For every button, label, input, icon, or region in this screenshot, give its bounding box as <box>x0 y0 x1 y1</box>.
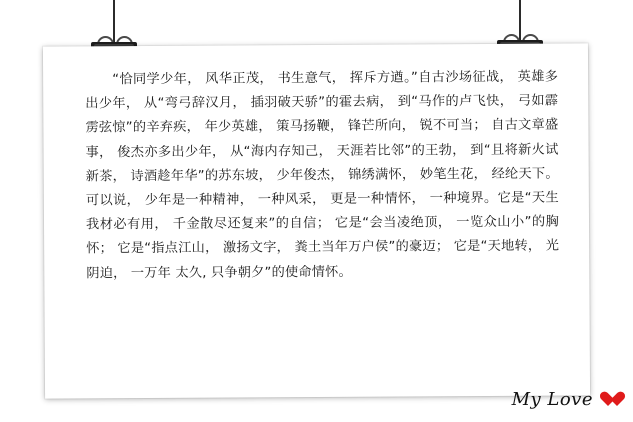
paper-content-area <box>85 66 563 389</box>
document-body-text: “恰同学少年， 风华正茂， 书生意气， 挥斥方遒。”自古沙场征战， 英雄多 出少年， 从“弯弓辞汉月， 插羽破天骄”的霍去病， 到“马作的卢飞快， 弓如霹 雳弦惊”的辛弃疾， 年少英雄， 策马扬鞭， 锋芒所向， 锐不可当； 自古文章盛事， 俊杰亦多出少年， 从“海内存知己， 天涯若比邻”的王勃， 到“且将新火试新茶， 诗酒趁年华”的苏东坡， 少年俊杰， 锦绣满怀， 妙笔生花， 经纶天下。可以说， 少年是一种精神， 一种风采， 更是一种情怀， 一种境界。它是“天生我材必有用， 千金散尽还复来”的自信； 它是“会当凌绝顶， 一览众山小”的胸怀； 它是“指点江山， 激扬文字， 粪土当年万户侯”的豪迈； 它是“天地转， 光阴迫， 一万年 太久, 只争朝夕”的使命情怀。 <box>85 69 563 282</box>
paper-sheet <box>43 43 590 398</box>
heart-icon <box>600 392 617 408</box>
signature-text: My Love <box>511 389 593 410</box>
signature <box>512 389 617 410</box>
